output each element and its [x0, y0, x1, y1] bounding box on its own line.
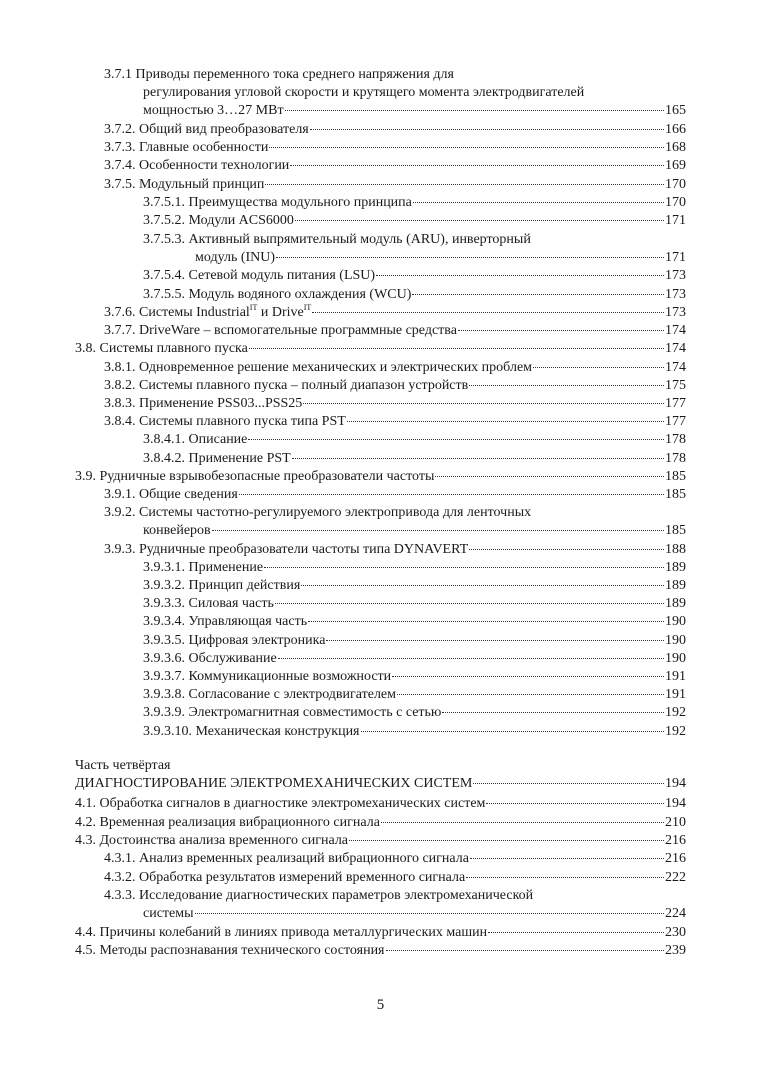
toc-entry-number: 3.7.5.: [104, 177, 136, 192]
dot-leader: [386, 946, 665, 951]
toc-page-number: 175: [665, 378, 686, 393]
toc-entry-title: Применение: [188, 560, 264, 575]
dot-leader: [195, 909, 664, 914]
dot-leader: [466, 873, 664, 878]
toc-entry-title: Системы Industrial$^{IT}$ и Drive$^{IT}$: [139, 303, 312, 320]
toc-page-number: 169: [665, 158, 686, 173]
toc-page-number: 185: [665, 487, 686, 502]
toc-page-number: 216: [665, 851, 686, 866]
toc-entry-number: 4.4.: [75, 925, 96, 940]
dot-leader: [469, 545, 664, 550]
toc-page-number: 170: [665, 177, 686, 192]
toc-page-number: 189: [665, 596, 686, 611]
toc-entry-number: 3.7.5.5.: [143, 287, 185, 302]
toc-entry-number: 3.9.3.10.: [143, 724, 192, 739]
toc-page-number: 190: [665, 614, 686, 629]
toc-page-number: 171: [665, 250, 686, 265]
toc-entry-number: 3.8.4.2.: [143, 451, 185, 466]
dot-leader: [276, 253, 664, 258]
toc-entry-title: Одновременное решение механических и электрических проблем: [139, 360, 533, 375]
dot-leader: [347, 417, 664, 422]
toc-entry-title: Рудничные преобразователи частоты типа DYNAVERT: [139, 542, 469, 557]
toc-entry-title-line: 3.7.5.3. Активный выпрямительный модуль (ARU), инверторный: [143, 232, 531, 247]
toc-page-number: 192: [665, 724, 686, 739]
toc-entry-number: 3.7.2.: [104, 122, 136, 137]
toc-page-number: 190: [665, 651, 686, 666]
toc-entry-title: модуль (INU): [195, 250, 276, 265]
toc-entry-title: Модульный принцип: [139, 177, 265, 192]
dot-leader: [412, 290, 664, 295]
toc-entry-title: Анализ временных реализаций вибрационного сигнала: [139, 851, 469, 866]
dot-leader: [533, 363, 664, 368]
toc-page-number: 185: [665, 469, 686, 484]
dot-leader: [488, 928, 664, 933]
dot-leader: [458, 326, 664, 331]
toc-entry-number: 3.7.6.: [104, 305, 136, 320]
toc-entry-number: 4.3.: [75, 833, 96, 848]
toc-page-number: 174: [665, 323, 686, 338]
toc-page-number: 239: [665, 943, 686, 958]
dot-leader: [435, 472, 664, 477]
toc-entry-title: Коммуникационные возможности: [188, 669, 392, 684]
dot-leader: [361, 727, 665, 732]
toc-entry-number: 3.8.1.: [104, 360, 136, 375]
dot-leader: [301, 581, 664, 586]
toc-page-number: 173: [665, 305, 686, 320]
toc-entry-title: Обработка сигналов в диагностике электромеханических систем: [99, 796, 486, 811]
dot-leader: [326, 636, 664, 641]
toc-entry-title: Согласование с электродвигателем: [188, 687, 397, 702]
toc-entry-number: 3.7.5.2.: [143, 213, 185, 228]
toc-entry-number: 3.9.3.7.: [143, 669, 185, 684]
dot-leader: [269, 143, 664, 148]
toc-page-number: 191: [665, 669, 686, 684]
toc-entry-title-line: 3.9.2. Системы частотно-регулируемого электропривода для ленточных: [104, 505, 532, 520]
toc-page-number: 174: [665, 360, 686, 375]
toc-page-number: 210: [665, 815, 686, 830]
dot-leader: [470, 854, 664, 859]
toc-entry-title: ДИАГНОСТИРОВАНИЕ ЭЛЕКТРОМЕХАНИЧЕСКИХ СИСТЕМ: [75, 776, 473, 791]
toc-page-number: 189: [665, 578, 686, 593]
toc-page-number: 178: [665, 432, 686, 447]
toc-page-number: 173: [665, 268, 686, 283]
dot-leader: [212, 526, 664, 531]
toc-page-number: 194: [665, 776, 686, 791]
toc-entry-title: Электромагнитная совместимость с сетью: [188, 705, 442, 720]
toc-entry-title: Применение PST: [188, 451, 291, 466]
toc-entry-title: Временная реализация вибрационного сигнала: [99, 815, 380, 830]
toc-entry-number: 3.9.3.2.: [143, 578, 185, 593]
toc-entry-number: 3.9.3.5.: [143, 633, 185, 648]
toc-page-number: 191: [665, 687, 686, 702]
dot-leader: [310, 125, 664, 130]
toc-page-number: 166: [665, 122, 686, 137]
toc-entry-title: Модули ACS6000: [188, 213, 294, 228]
dot-leader: [442, 708, 664, 713]
toc-entry-title: Применение PSS03...PSS25: [139, 396, 303, 411]
toc-page-number: 168: [665, 140, 686, 155]
toc-entry-number: 3.8.: [75, 341, 96, 356]
dot-leader: [249, 344, 664, 349]
toc-entry-title: Методы распознавания технического состояния: [99, 943, 385, 958]
toc-page-number: 177: [665, 396, 686, 411]
dot-leader: [239, 490, 664, 495]
toc-page-number: 190: [665, 633, 686, 648]
page-number: 5: [376, 997, 385, 1013]
toc-entry-title: Сетевой модуль питания (LSU): [188, 268, 376, 283]
toc-page-number: 170: [665, 195, 686, 210]
toc-entry-title: Обработка результатов измерений временного сигнала: [139, 870, 466, 885]
dot-leader: [275, 599, 664, 604]
toc-entry-title: Преимущества модульного принципа: [188, 195, 412, 210]
toc-entry-title: Системы плавного пуска: [99, 341, 248, 356]
toc-page-number: 194: [665, 796, 686, 811]
dot-leader: [290, 161, 664, 166]
dot-leader: [295, 216, 664, 221]
dot-leader: [473, 779, 664, 784]
toc-entry-number: 3.8.2.: [104, 378, 136, 393]
toc-page-number: 230: [665, 925, 686, 940]
toc-entry-number: 3.8.4.: [104, 414, 136, 429]
dot-leader: [349, 836, 664, 841]
toc-entry-number: 4.1.: [75, 796, 96, 811]
toc-entry-title: Механическая конструкция: [195, 724, 360, 739]
dot-leader: [376, 271, 664, 276]
toc-entry-number: 4.3.1.: [104, 851, 136, 866]
toc-entry-number: 3.7.7.: [104, 323, 136, 338]
toc-entry-title: Причины колебаний в линиях привода металлургических машин: [99, 925, 488, 940]
toc-entry-title: Общие сведения: [139, 487, 238, 502]
dot-leader: [265, 180, 664, 185]
dot-leader: [285, 106, 664, 111]
toc-page-number: 171: [665, 213, 686, 228]
toc-entry-number: 3.9.: [75, 469, 96, 484]
toc-entry-number: 3.7.4.: [104, 158, 136, 173]
dot-leader: [381, 818, 664, 823]
toc-entry-number: 3.8.3.: [104, 396, 136, 411]
dot-leader: [264, 563, 664, 568]
toc-entry-number: 3.9.3.8.: [143, 687, 185, 702]
dot-leader: [248, 435, 664, 440]
toc-entry-number: 3.9.3.1.: [143, 560, 185, 575]
toc-entry-number: 3.9.3.3.: [143, 596, 185, 611]
toc-entry-title-line: 3.7.1 Приводы переменного тока среднего напряжения для: [104, 67, 454, 82]
dot-leader: [308, 617, 664, 622]
toc-entry-title-line: регулирования угловой скорости и крутящего момента электродвигателей: [143, 85, 585, 100]
dot-leader: [292, 454, 664, 459]
toc-entry-title: Принцип действия: [188, 578, 301, 593]
dot-leader: [397, 690, 664, 695]
toc-entry-number: 3.9.3.: [104, 542, 136, 557]
toc-entry-title: Главные особенности: [139, 140, 269, 155]
toc-entry-title: Силовая часть: [188, 596, 274, 611]
toc-entry-title: системы: [143, 906, 194, 921]
toc-page-number: 173: [665, 287, 686, 302]
toc-page-number: 178: [665, 451, 686, 466]
toc-entry-number: 3.8.4.1.: [143, 432, 185, 447]
dot-leader: [486, 799, 664, 804]
toc-page-number: 165: [665, 103, 686, 118]
dot-leader: [469, 381, 664, 386]
toc-entry-number: 4.3.2.: [104, 870, 136, 885]
toc-entry-title: Управляющая часть: [188, 614, 308, 629]
toc-entry-title: Особенности технологии: [139, 158, 290, 173]
toc-page-number: 216: [665, 833, 686, 848]
toc-page-number: 174: [665, 341, 686, 356]
toc-entry-title: Системы плавного пуска типа PST: [139, 414, 346, 429]
toc-page-number: 185: [665, 523, 686, 538]
toc-entry-number: 4.5.: [75, 943, 96, 958]
toc-entry-title: Достоинства анализа временного сигнала: [99, 833, 349, 848]
toc-entry-number: 3.7.5.1.: [143, 195, 185, 210]
toc-entry-number: 3.9.3.6.: [143, 651, 185, 666]
toc-entry-number: 3.9.3.4.: [143, 614, 185, 629]
toc-entry-title: Цифровая электроника: [188, 633, 326, 648]
toc-entry-number: 4.2.: [75, 815, 96, 830]
toc-entry-title: мощностью 3…27 МВт: [143, 103, 284, 118]
toc-entry-number: 3.7.5.4.: [143, 268, 185, 283]
toc-page-number: 224: [665, 906, 686, 921]
toc-entry-title: Системы плавного пуска – полный диапазон устройств: [139, 378, 469, 393]
dot-leader: [278, 654, 664, 659]
dot-leader: [392, 672, 664, 677]
toc-entry-title-line: 4.3.3. Исследование диагностических параметров электромеханической: [104, 888, 534, 903]
toc-page-number: 189: [665, 560, 686, 575]
dot-leader: [413, 198, 664, 203]
toc-page-number: 192: [665, 705, 686, 720]
toc-entry-title: конвейеров: [143, 523, 211, 538]
toc-entry-title: Описание: [188, 432, 248, 447]
toc-entry-title: Рудничные взрывобезопасные преобразователи частоты: [99, 469, 435, 484]
toc-entry-title: Обслуживание: [188, 651, 277, 666]
toc-page-number: 177: [665, 414, 686, 429]
toc-entry-title: Общий вид преобразователя: [139, 122, 309, 137]
toc-page-number: 222: [665, 870, 686, 885]
dot-leader: [303, 399, 664, 404]
toc-entry-number: 3.7.3.: [104, 140, 136, 155]
toc-page-number: 188: [665, 542, 686, 557]
toc-entry-title: DriveWare – вспомогательные программные средства: [139, 323, 457, 338]
part-label: Часть четвёртая: [75, 758, 171, 773]
toc-entry-title: Модуль водяного охлаждения (WCU): [188, 287, 412, 302]
dot-leader: [312, 308, 664, 313]
toc-entry-number: 3.9.1.: [104, 487, 136, 502]
toc-entry-number: 3.9.3.9.: [143, 705, 185, 720]
